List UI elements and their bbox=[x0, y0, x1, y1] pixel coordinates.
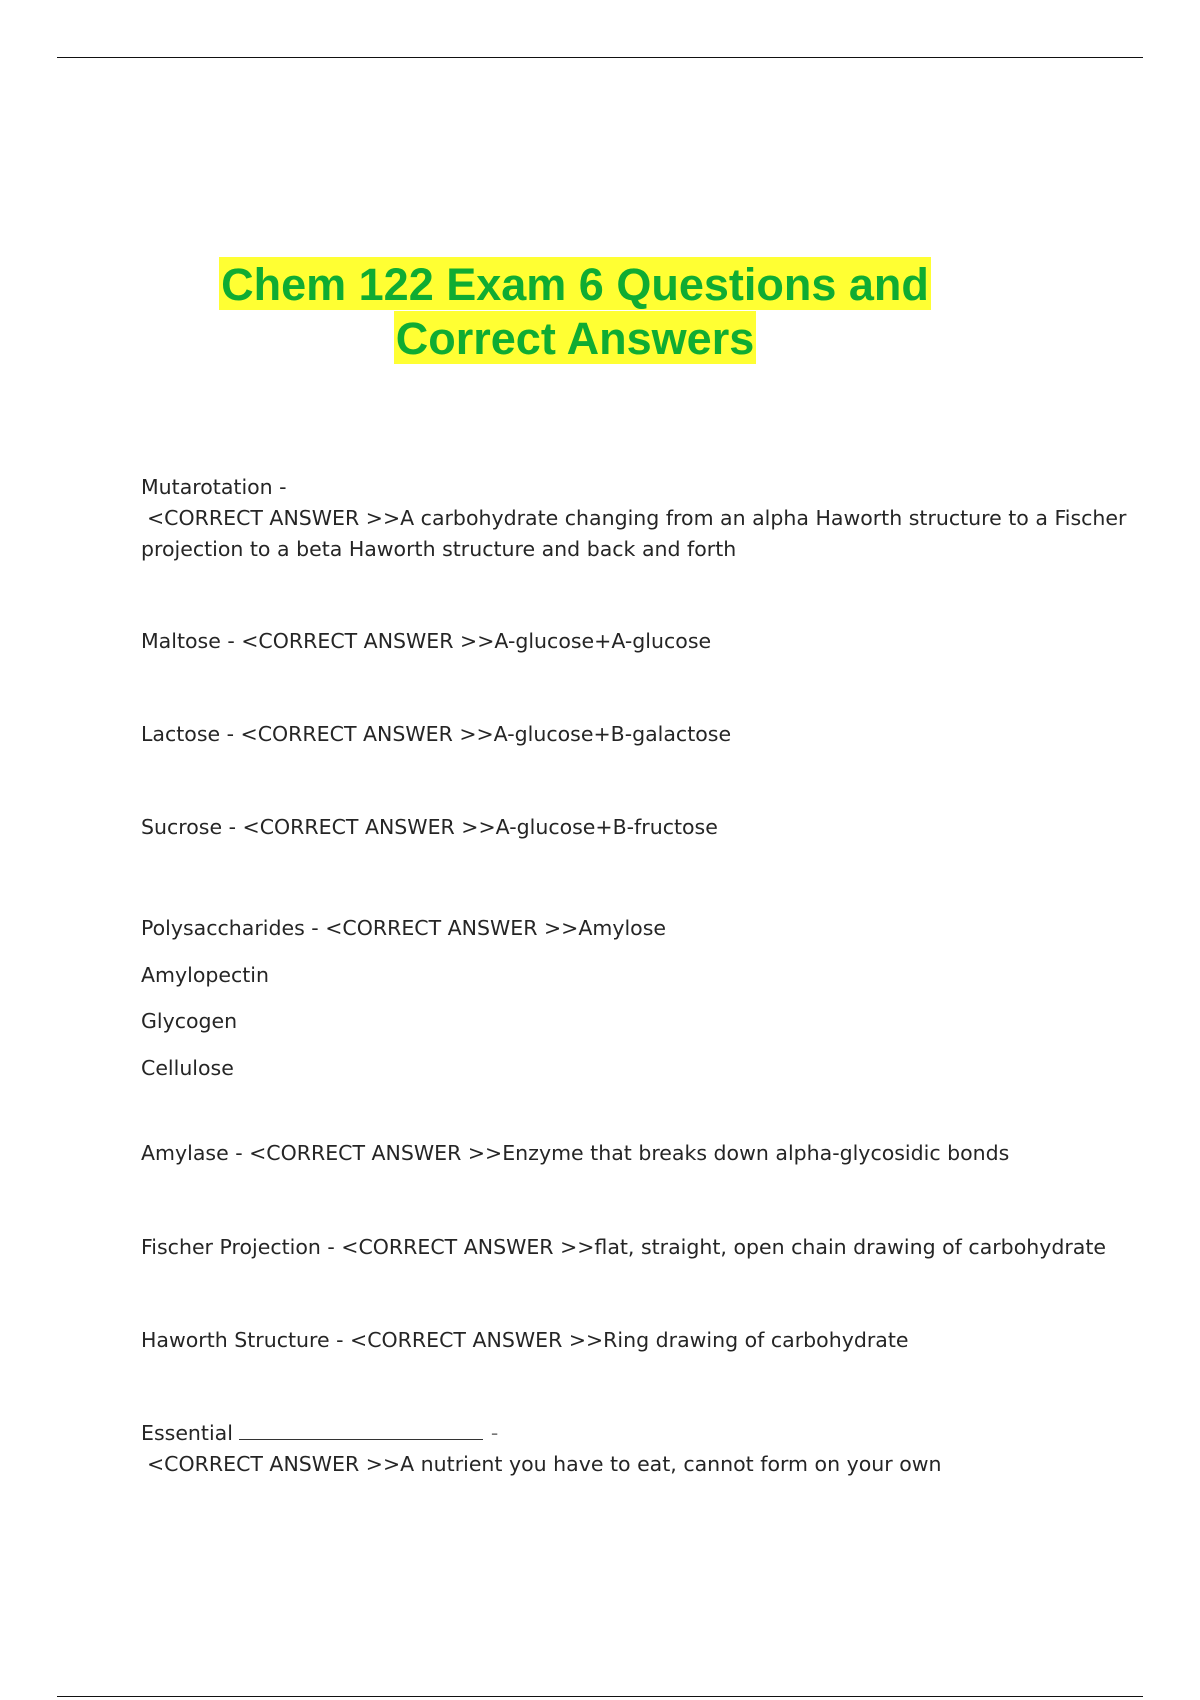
entry-maltose bbox=[141, 626, 1101, 657]
entry-text: Fischer Projection - <CORRECT ANSWER >>flat, straight, open chain drawing of carbohydrate bbox=[141, 1235, 1107, 1259]
entry-haworth-structure bbox=[141, 1325, 1101, 1356]
fill-in-blank bbox=[239, 1421, 483, 1440]
entry-sucrose bbox=[141, 812, 1101, 843]
entry-text: Maltose - <CORRECT ANSWER >>A-glucose+A-glucose bbox=[141, 629, 712, 653]
entry-text: Haworth Structure - <CORRECT ANSWER >>Ring drawing of carbohydrate bbox=[141, 1328, 909, 1352]
list-item: Glycogen bbox=[141, 1009, 238, 1033]
entry-text: Lactose - <CORRECT ANSWER >>A-glucose+B-galactose bbox=[141, 722, 732, 746]
entry-fischer-projection bbox=[141, 1232, 1107, 1263]
entry-dash: - bbox=[490, 1421, 499, 1445]
entry-term: Essential bbox=[141, 1421, 233, 1445]
entry-text: Sucrose - <CORRECT ANSWER >>A-glucose+B-fructose bbox=[141, 815, 718, 839]
title-line-2: Correct Answers bbox=[395, 313, 755, 364]
document-title bbox=[100, 258, 1050, 366]
entry-amylase bbox=[141, 1138, 1101, 1169]
list-item: Amylopectin bbox=[141, 962, 269, 987]
entry-text: Amylase - <CORRECT ANSWER >>Enzyme that breaks down alpha-glycosidic bonds bbox=[141, 1141, 1010, 1165]
entry-answer-continued: projection to a beta Haworth structure and back and forth bbox=[141, 537, 737, 561]
entry-lactose bbox=[141, 719, 1101, 750]
entry-essential bbox=[141, 1418, 1101, 1480]
top-rule bbox=[57, 57, 1143, 58]
bottom-rule bbox=[57, 1696, 1143, 1697]
entry-term-line bbox=[141, 1418, 1101, 1449]
entry-text: Polysaccharides - <CORRECT ANSWER >>Amylose bbox=[141, 916, 666, 940]
list-item: Cellulose bbox=[141, 1055, 234, 1080]
entry-mutarotation bbox=[141, 472, 1127, 565]
entry-answer: <CORRECT ANSWER >>A carbohydrate changing from an alpha Haworth structure to a Fischer bbox=[147, 506, 1127, 530]
entry-term: Mutarotation - bbox=[141, 475, 287, 499]
entry-polysaccharides bbox=[141, 905, 1101, 1091]
entry-answer: <CORRECT ANSWER >>A nutrient you have to eat, cannot form on your own bbox=[147, 1452, 942, 1476]
title-line-1: Chem 122 Exam 6 Questions and bbox=[221, 259, 929, 310]
